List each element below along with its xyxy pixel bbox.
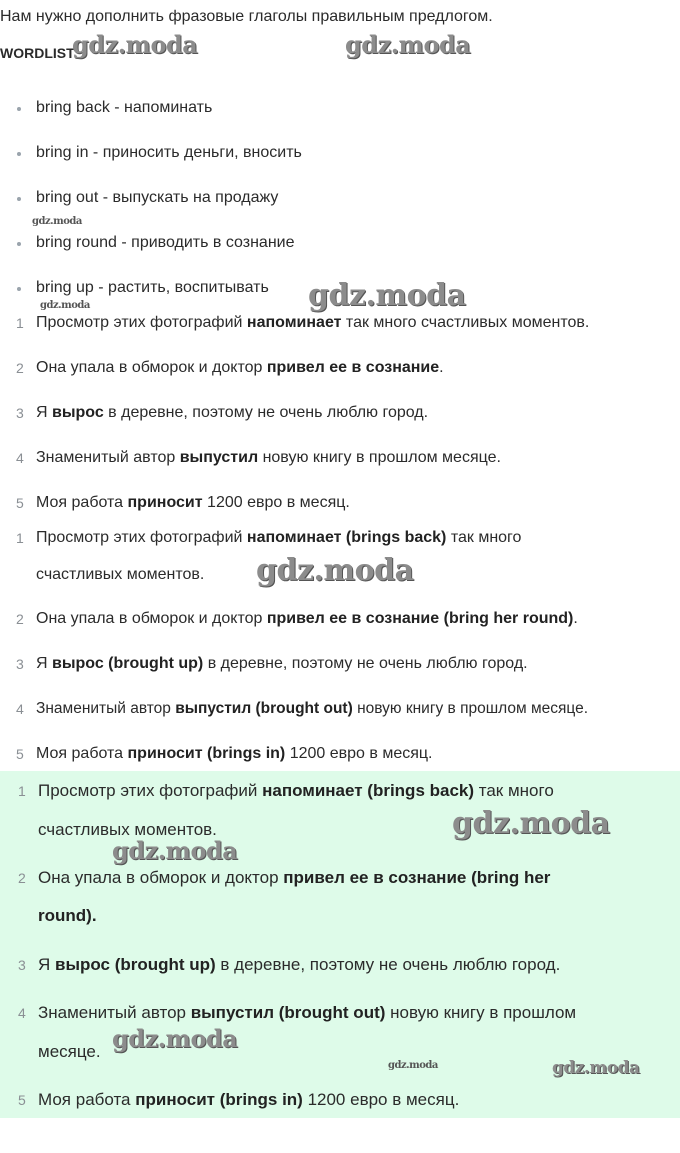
item-number: 1 — [16, 315, 24, 331]
bullet-dot-icon — [17, 197, 21, 201]
item-number: 2 — [16, 360, 24, 376]
bullet-dot-icon — [17, 152, 21, 156]
item-number: 3 — [16, 656, 24, 672]
item-number: 2 — [16, 611, 24, 627]
bullet-dot-icon — [17, 107, 21, 111]
watermark-logo: gdz.moda — [308, 278, 466, 313]
item-number: 1 — [18, 783, 26, 799]
intro-text: Нам нужно дополнить фразовые глаголы правильным предлогом. — [0, 8, 493, 25]
watermark-logo: gdz.moda — [112, 836, 238, 865]
item-number: 4 — [16, 701, 24, 717]
watermark-logo: gdz.moda — [388, 1060, 438, 1071]
watermark-logo: gdz.moda — [112, 1024, 238, 1053]
item-number: 3 — [16, 405, 24, 421]
item-number: 2 — [18, 870, 26, 886]
watermark-logo: gdz.moda — [256, 553, 414, 588]
item-number: 5 — [18, 1092, 26, 1108]
bullet-dot-icon — [17, 287, 21, 291]
watermark-logo: gdz.moda — [72, 30, 198, 59]
watermark-logo: gdz.moda — [345, 30, 471, 59]
item-number: 3 — [18, 957, 26, 973]
item-number: 5 — [16, 495, 24, 511]
bullet-dot-icon — [17, 242, 21, 246]
wordlist-heading: WORDLIST — [0, 45, 75, 61]
watermark-logo: gdz.moda — [552, 1058, 640, 1078]
item-number: 4 — [16, 450, 24, 466]
item-number: 5 — [16, 746, 24, 762]
watermark-logo: gdz.moda — [452, 806, 610, 841]
watermark-logo: gdz.moda — [40, 300, 90, 311]
item-number: 1 — [16, 530, 24, 546]
item-number: 4 — [18, 1005, 26, 1021]
watermark-logo: gdz.moda — [32, 216, 82, 227]
